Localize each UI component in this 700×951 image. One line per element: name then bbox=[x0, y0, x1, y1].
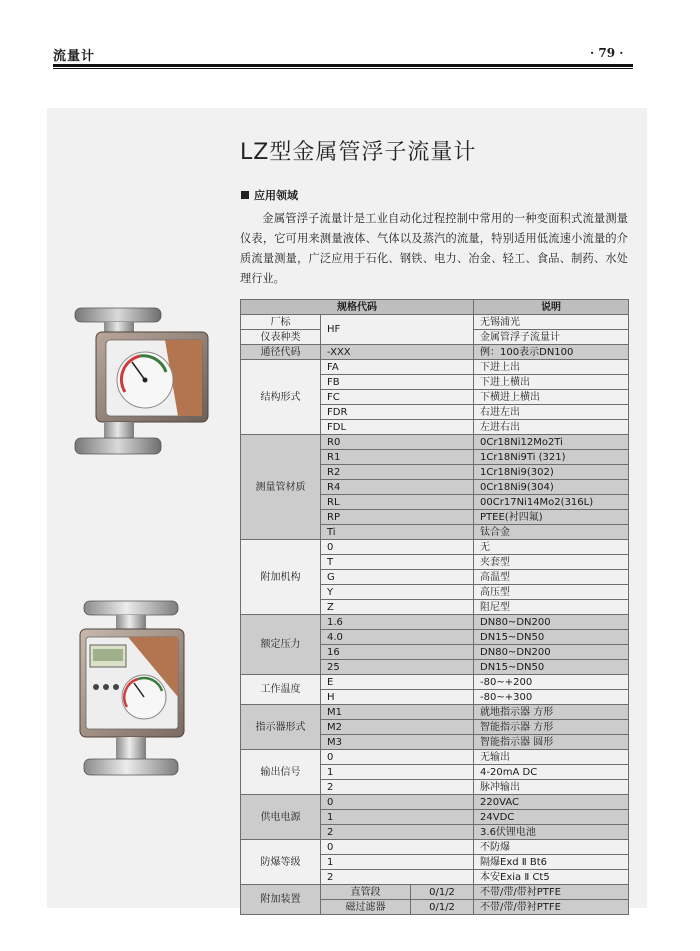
page-title: LZ型金属管浮子流量计 bbox=[240, 140, 477, 165]
table-row bbox=[241, 795, 629, 810]
group-label: 结构形式 bbox=[241, 360, 321, 435]
row-code: M1 bbox=[321, 705, 474, 720]
table-row bbox=[241, 345, 629, 360]
row-desc: 无锡浦光 bbox=[474, 315, 629, 330]
row-code: 0 bbox=[321, 795, 474, 810]
intro-paragraph: 金属管浮子流量计是工业自动化过程控制中常用的一种变面积式流量测量仪表，它可用来测量液体、气体以及蒸汽的流量，特别适用低流速小流量的介质流量测量，广泛应用于石化、钢铁、电力、冶金、轻工、食品、制药、水处理行业。 bbox=[240, 212, 628, 285]
header-rule-thin bbox=[53, 68, 633, 69]
row-desc: 4-20mA DC bbox=[474, 765, 629, 780]
row-code: 2 bbox=[321, 870, 474, 885]
group-label: 测量管材质 bbox=[241, 435, 321, 540]
row-code: M2 bbox=[321, 720, 474, 735]
row-code: M3 bbox=[321, 735, 474, 750]
row-code: 4.0 bbox=[321, 630, 474, 645]
accessory-name: 直管段 bbox=[321, 885, 411, 900]
row-label: 厂标 bbox=[241, 315, 321, 330]
row-code: 1.6 bbox=[321, 615, 474, 630]
row-code: 0 bbox=[321, 840, 474, 855]
row-desc: DN80~DN200 bbox=[474, 645, 629, 660]
row-desc: 脉冲输出 bbox=[474, 780, 629, 795]
accessory-option: 0/1/2 bbox=[411, 900, 474, 915]
row-desc: 左进右出 bbox=[474, 420, 629, 435]
table-row bbox=[241, 540, 629, 555]
row-desc: 智能指示器 圆形 bbox=[474, 735, 629, 750]
row-desc: 下进上横出 bbox=[474, 375, 629, 390]
table-row bbox=[241, 360, 629, 375]
row-desc: 无 bbox=[474, 540, 629, 555]
row-code: -XXX bbox=[321, 345, 474, 360]
group-label: 工作温度 bbox=[241, 675, 321, 705]
row-desc: 0Cr18Ni9(304) bbox=[474, 480, 629, 495]
row-desc: 无输出 bbox=[474, 750, 629, 765]
row-code: 1 bbox=[321, 855, 474, 870]
table-row bbox=[241, 435, 629, 450]
section-heading-text: 应用领域 bbox=[254, 189, 298, 202]
row-desc: 下横进上横出 bbox=[474, 390, 629, 405]
section-heading bbox=[241, 187, 298, 203]
group-label: 额定压力 bbox=[241, 615, 321, 675]
row-desc: 3.6伏锂电池 bbox=[474, 825, 629, 840]
row-desc: 就地指示器 方形 bbox=[474, 705, 629, 720]
table-row bbox=[241, 705, 629, 720]
flowmeter-photo-smart-indicator bbox=[76, 597, 188, 787]
row-desc: DN15~DN50 bbox=[474, 660, 629, 675]
row-code: 0 bbox=[321, 750, 474, 765]
row-desc: 例：100表示DN100 bbox=[474, 345, 629, 360]
spec-code-table bbox=[240, 299, 629, 915]
page-number: · 79 · bbox=[590, 46, 624, 60]
row-code: FB bbox=[321, 375, 474, 390]
accessory-option: 0/1/2 bbox=[411, 885, 474, 900]
row-code: FC bbox=[321, 390, 474, 405]
table-row bbox=[241, 840, 629, 855]
table-header-row bbox=[241, 300, 629, 315]
row-desc: -80~+300 bbox=[474, 690, 629, 705]
row-code: 1 bbox=[321, 765, 474, 780]
row-code: 2 bbox=[321, 825, 474, 840]
row-code: R2 bbox=[321, 465, 474, 480]
bullet-square-icon bbox=[241, 191, 249, 199]
row-desc: 24VDC bbox=[474, 810, 629, 825]
row-desc: 右进左出 bbox=[474, 405, 629, 420]
header-desc: 说明 bbox=[474, 300, 629, 315]
row-desc: 智能指示器 方形 bbox=[474, 720, 629, 735]
group-label: 指示器形式 bbox=[241, 705, 321, 750]
row-code: G bbox=[321, 570, 474, 585]
table-row bbox=[241, 315, 629, 330]
table-row bbox=[241, 615, 629, 630]
group-label: 附加装置 bbox=[241, 885, 321, 915]
row-code: H bbox=[321, 690, 474, 705]
row-desc: 阻尼型 bbox=[474, 600, 629, 615]
row-desc: -80~+200 bbox=[474, 675, 629, 690]
flowmeter-photo-square-indicator bbox=[70, 300, 230, 470]
row-desc: 高压型 bbox=[474, 585, 629, 600]
row-desc: 不防爆 bbox=[474, 840, 629, 855]
row-desc: 夹套型 bbox=[474, 555, 629, 570]
row-desc: DN80~DN200 bbox=[474, 615, 629, 630]
row-desc: 1Cr18Ni9Ti (321) bbox=[474, 450, 629, 465]
row-code: 0 bbox=[321, 540, 474, 555]
row-code: 1 bbox=[321, 810, 474, 825]
accessory-name: 磁过滤器 bbox=[321, 900, 411, 915]
row-desc: 不带/带/带衬PTFE bbox=[474, 885, 629, 900]
row-code: 2 bbox=[321, 780, 474, 795]
row-code: FDR bbox=[321, 405, 474, 420]
row-desc: 金属管浮子流量计 bbox=[474, 330, 629, 345]
row-desc: 0Cr18Ni12Mo2Ti bbox=[474, 435, 629, 450]
header-code: 规格代码 bbox=[241, 300, 474, 315]
row-desc: 220VAC bbox=[474, 795, 629, 810]
group-label: 输出信号 bbox=[241, 750, 321, 795]
group-label: 防爆等级 bbox=[241, 840, 321, 885]
row-code: R0 bbox=[321, 435, 474, 450]
row-code: Ti bbox=[321, 525, 474, 540]
row-code: HF bbox=[321, 315, 474, 345]
header-rule-thick bbox=[53, 64, 633, 67]
running-header-title: 流量计 bbox=[53, 49, 96, 64]
table-row bbox=[241, 885, 629, 900]
row-code: RL bbox=[321, 495, 474, 510]
row-desc: 不带/带/带衬PTFE bbox=[474, 900, 629, 915]
row-label: 通径代码 bbox=[241, 345, 321, 360]
table-row bbox=[241, 750, 629, 765]
row-code: R4 bbox=[321, 480, 474, 495]
row-desc: 本安Exia Ⅱ Ct5 bbox=[474, 870, 629, 885]
row-code: 25 bbox=[321, 660, 474, 675]
row-code: RP bbox=[321, 510, 474, 525]
group-label: 附加机构 bbox=[241, 540, 321, 615]
row-desc: 钛合金 bbox=[474, 525, 629, 540]
row-desc: 高温型 bbox=[474, 570, 629, 585]
row-code: E bbox=[321, 675, 474, 690]
row-desc: DN15~DN50 bbox=[474, 630, 629, 645]
row-desc: 下进上出 bbox=[474, 360, 629, 375]
row-code: FDL bbox=[321, 420, 474, 435]
row-desc: 1Cr18Ni9(302) bbox=[474, 465, 629, 480]
row-code: FA bbox=[321, 360, 474, 375]
row-desc: 00Cr17Ni14Mo2(316L) bbox=[474, 495, 629, 510]
group-label: 供电电源 bbox=[241, 795, 321, 840]
row-code: T bbox=[321, 555, 474, 570]
row-label: 仪表种类 bbox=[241, 330, 321, 345]
row-code: R1 bbox=[321, 450, 474, 465]
row-code: Z bbox=[321, 600, 474, 615]
row-code: Y bbox=[321, 585, 474, 600]
table-row bbox=[241, 675, 629, 690]
row-code: 16 bbox=[321, 645, 474, 660]
row-desc: PTEE(衬四氟) bbox=[474, 510, 629, 525]
row-desc: 隔爆Exd Ⅱ Bt6 bbox=[474, 855, 629, 870]
